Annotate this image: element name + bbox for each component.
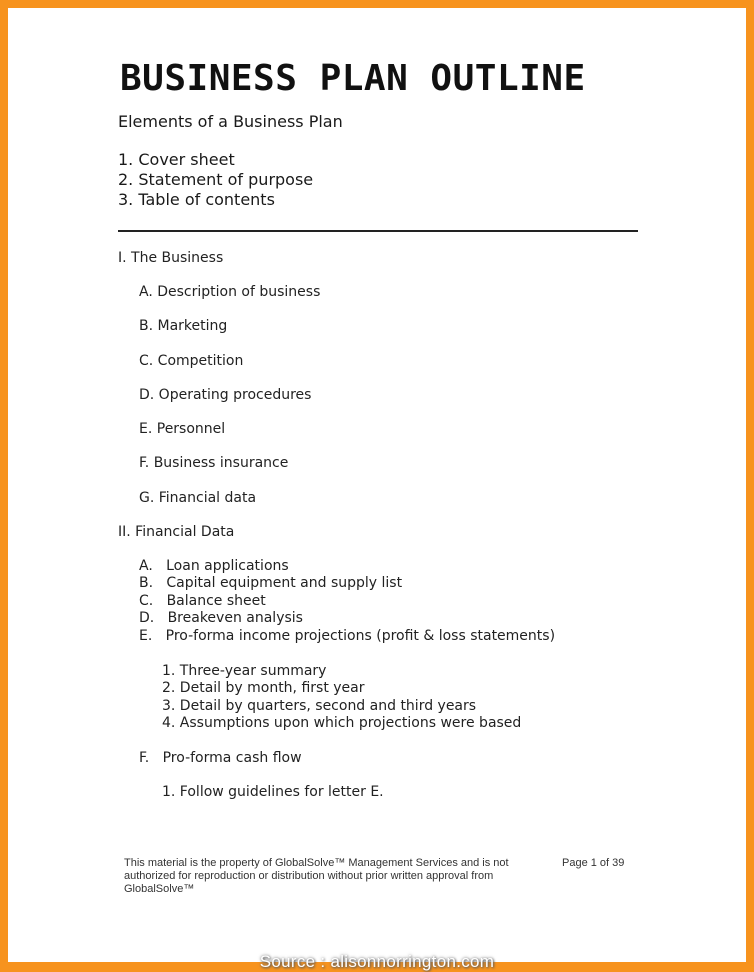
document-page [8, 8, 746, 971]
intro-item-statement-of-purpose: 2. Statement of purpose [118, 170, 314, 189]
outline-item: B. Capital equipment and supply list [139, 575, 403, 591]
outline-sub-item: 3. Detail by quarters, second and third years [162, 698, 477, 714]
outline-item: A. Description of business [139, 284, 321, 300]
source-caption: Source : alisonnorrington.com [259, 952, 495, 971]
outline-item: E. Pro-forma income projections (profit & loss statements) [139, 628, 556, 644]
outline-item: B. Marketing [139, 318, 228, 334]
section-heading-business: I. The Business [118, 250, 224, 266]
outline-sub-item: 2. Detail by month, first year [162, 680, 365, 696]
intro-item-table-of-contents: 3. Table of contents [118, 190, 275, 209]
outline-item: D. Breakeven analysis [139, 610, 303, 626]
outline-item: D. Operating procedures [139, 387, 312, 403]
outline-item: E. Personnel [139, 421, 226, 437]
outline-item: C. Competition [139, 353, 244, 369]
outline-item: F. Pro-forma cash flow [139, 750, 302, 766]
intro-item-cover-sheet: 1. Cover sheet [118, 150, 235, 169]
page-number: Page 1 of 39 [562, 857, 625, 869]
outline-item: C. Balance sheet [139, 593, 266, 609]
document-subtitle: Elements of a Business Plan [118, 112, 343, 131]
divider-rule [118, 230, 638, 232]
outline-sub-item: 1. Follow guidelines for letter E. [162, 784, 384, 800]
outline-sub-item: 1. Three-year summary [162, 663, 327, 679]
section-heading-financial-data: II. Financial Data [118, 524, 235, 540]
outline-sub-item: 4. Assumptions upon which projections were based [162, 715, 522, 731]
footer-copyright: This material is the property of GlobalSolve™ Management Services and is not authorized for reproduction or distribution without prior written approval from GlobalSolve™ [124, 857, 509, 895]
outline-item: F. Business insurance [139, 455, 289, 471]
outline-item: A. Loan applications [139, 558, 289, 574]
outline-item: G. Financial data [139, 490, 257, 506]
document-title: BUSINESS PLAN OUTLINE [120, 58, 586, 99]
